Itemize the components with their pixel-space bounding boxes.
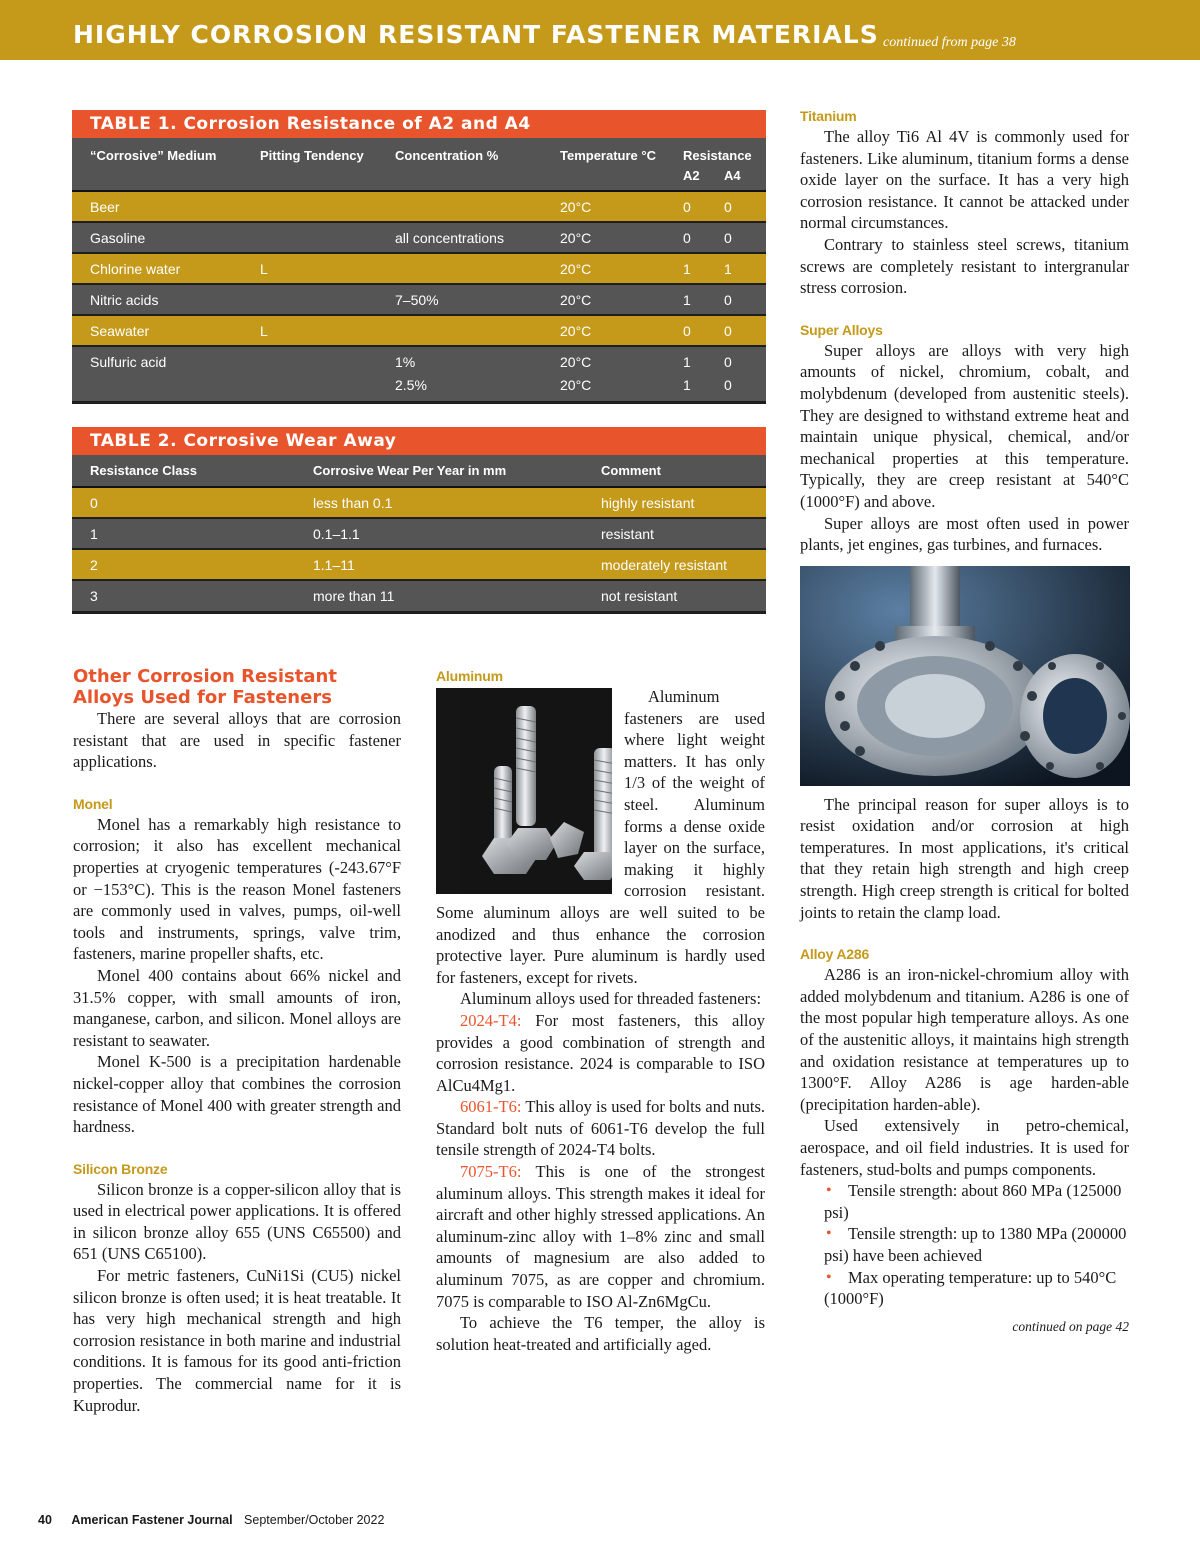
alloy-6061-text: This alloy is used for bolts and nuts. Standard bolt nuts of 6061-T6 develop the full tensile strength of 2024-T4 bolts. [436,1097,766,1160]
section-heading-monel: Monel [73,795,113,812]
cell-temperature: 20°C [560,230,592,246]
cell-wear: less than 0.1 [313,495,393,511]
table2-header-row [72,455,766,488]
alloy-2024-paragraph [436,1010,765,1096]
titanium-paragraph-1: The alloy Ti6 Al 4V is commonly used for fasteners. Like aluminum, titanium forms a dense oxide layer on the surface. It has a very high corrosion resistance. It cannot be attacked under normal circumstances. [800,127,1129,233]
industrial-valve-image [800,566,1130,786]
column-titanium-superalloys [800,106,1129,1337]
bullet-icon: • [826,1225,832,1243]
cell-wear: 1.1–11 [313,557,355,573]
table-row [72,488,766,519]
page-title: HIGHLY CORROSION RESISTANT FASTENER MATERIALS [73,20,879,49]
cell-comment: moderately resistant [601,557,728,573]
cell-a2: 0 [683,323,691,339]
silicon-bronze-paragraph-1: Silicon bronze is a copper-silicon alloy that is used in electrical power applications. It is offered in silicon bronze alloy 655 (UNS C65500) and 651 (UNS C65100). [73,1179,401,1264]
issue-date: September/October 2022 [244,1513,385,1527]
aluminum-paragraph-1-text: Aluminum fasteners are used where light weight matters. It has only 1/3 of the weight of steel. Aluminum forms a dense oxide layer on the surface, making it highly corrosion resistant. Some aluminum alloys are well suited to be anodized and thus enhance the corrosion protective layer. Pure aluminum is hardly used for fasteners, except for rivets. [436,687,765,987]
cell-medium: Beer [90,199,120,215]
hex-bolts-icon [460,688,612,894]
cell-a4: 0 [724,199,732,215]
cell-a4: 0 [724,292,732,308]
table1-header-medium: “Corrosive” Medium [90,148,217,163]
table1-header-row [72,138,766,192]
page-footer [38,1513,384,1527]
alloy-7075-paragraph [436,1161,765,1312]
cell-medium: Chlorine water [90,261,181,277]
cell-comment: highly resistant [601,495,695,511]
aluminum-paragraph-2: Aluminum alloys used for threaded fasteners: [460,989,762,1009]
table2-title: TABLE 2. Corrosive Wear Away [72,427,766,455]
table-corrosion-resistance [72,110,766,404]
bullet-text: Max operating temperature: up to 540°C (1000°F) [824,1267,1117,1309]
page-number: 40 [38,1513,52,1527]
heading-line-1: Other Corrosion Resistant [73,666,337,687]
intro-paragraph: There are several alloys that are corrosion resistant that are used in specific fastener applications. [73,709,401,772]
flange-valve-icon [800,566,1130,786]
table-corrosive-wear [72,427,766,614]
cell-temperature: 20°C [560,323,592,339]
section-heading-titanium: Titanium [800,108,857,124]
list-item [800,1180,1129,1223]
table1-title: TABLE 1. Corrosion Resistance of A2 and A4 [72,110,766,138]
cell-comment: resistant [601,526,654,542]
cell-a2: 1 [683,377,691,393]
cell-concentration: all concentrations [395,230,504,246]
a286-paragraph-2: Used extensively in petro-chemical, aerospace, and oil field industries. It is used for fasteners, stud-bolts and pumps components. [800,1116,1129,1179]
table-row [72,347,766,404]
super-alloys-paragraph-2: Super alloys are most often used in power plants, jet engines, gas turbines, and furnaces. [800,513,1129,555]
monel-paragraph-1: Monel has a remarkably high resistance to corrosion; it also has excellent mechanical properties at cryogenic temperatures (-243.67°F or −153°C). This is the reason Monel fasteners are commonly used in valves, pumps, oil-well tools and instruments, springs, valve trim, fasteners, marine propeller shafts, etc. [73,814,401,964]
table1-header-concentration: Concentration % [395,148,499,163]
table1-header-temperature: Temperature °C [560,148,656,163]
super-alloys-paragraph-3: The principal reason for super alloys is to resist oxidation and/or corrosion at high temperatures. In most applications, it's critical that they retain high strength and high creep strength. High creep strength is critical for bolted joints to retain the clamp load. [800,794,1129,922]
monel-paragraph-2: Monel 400 contains about 66% nickel and 31.5% copper, with small amounts of iron, manganese, carbon, and silicon. Monel alloys are resistant to seawater. [73,965,401,1050]
section-heading-super-alloys: Super Alloys [800,321,883,338]
header-banner [0,0,1200,60]
silicon-bronze-paragraph-2: For metric fasteners, CuNi1Si (CU5) nickel silicon bronze is often used; it is heat treatable. It has very high mechanical strength and high corrosion resistance in both marine and industrial conditions. It is famous for its good anti-friction properties. The commercial name for it is Kuprodur. [73,1266,401,1415]
cell-concentration: 7–50% [395,292,439,308]
alloy-6061-label: 6061-T6: [460,1097,522,1117]
alloy-2024-label: 2024-T4: [460,1010,522,1030]
table-row [72,223,766,254]
cell-class: 3 [90,588,98,604]
continued-on-note: continued on page 42 [1012,1318,1129,1334]
cell-a2: 1 [683,354,691,370]
table1-header-resistance: Resistance [683,148,752,163]
section-heading-silicon-bronze: Silicon Bronze [73,1160,168,1177]
cell-wear: more than 11 [313,588,395,604]
table1-header-a4: A4 [724,168,741,183]
cell-a2: 0 [683,230,691,246]
list-item [800,1267,1129,1310]
aluminum-bolts-image [436,688,612,894]
heading-line-2: Alloys Used for Fasteners [73,687,332,708]
cell-medium: Sulfuric acid [90,354,167,370]
cell-temperature: 20°C [560,292,592,308]
alloy-7075-label: 7075-T6: [460,1162,522,1182]
column-aluminum [436,666,765,1355]
list-item [800,1223,1129,1266]
cell-medium: Gasoline [90,230,146,246]
table2-header-comment: Comment [601,463,661,478]
cell-temperature: 20°C [560,377,592,393]
journal-name: American Fastener Journal [71,1513,233,1527]
continued-from-note: continued from page 38 [883,35,1016,50]
section-heading-other-alloys [73,666,401,708]
table-row [72,316,766,347]
table1-header-pitting: Pitting Tendency [260,148,364,163]
table2-header-wear: Corrosive Wear Per Year in mm [313,463,507,478]
cell-class: 2 [90,557,98,573]
alloy-6061-paragraph [436,1096,765,1161]
table-row [72,581,766,614]
cell-concentration: 2.5% [395,377,427,393]
table2-header-class: Resistance Class [90,463,197,478]
cell-temperature: 20°C [560,261,592,277]
cell-a4: 1 [724,261,732,277]
table-row [72,285,766,316]
a286-paragraph-1: A286 is an iron-nickel-chromium alloy with added molybdenum and titanium. A286 is one of the most popular high temperature alloys. As one of the austenitic alloys, it maintains high strength and oxidation resistance at temperatures up to 1300°F. Alloy A286 is age harden-able (precipitation harden-able). [800,965,1129,1114]
table1-header-a2: A2 [683,168,700,183]
cell-temperature: 20°C [560,354,592,370]
aluminum-paragraph-3: To achieve the T6 temper, the alloy is solution heat-treated and artificially aged. [436,1313,765,1354]
alloy-7075-text: This is one of the strongest aluminum alloys. This strength makes it ideal for aircraft and other highly stressed applications. An aluminum-zinc alloy with 1–8% zinc and small amounts of magnesium are also added to aluminum 7075, as are copper and chromium. 7075 is comparable to ISO Al-Zn6MgCu. [436,1162,765,1311]
cell-temperature: 20°C [560,199,592,215]
bullet-text: Tensile strength: about 860 MPa (125000 psi) [824,1181,1122,1222]
cell-a4: 0 [724,323,732,339]
section-heading-aluminum: Aluminum [436,668,503,684]
cell-pitting: L [260,261,268,277]
section-heading-alloy-a286: Alloy A286 [800,946,870,963]
cell-a4: 0 [724,377,732,393]
table-row [72,519,766,550]
cell-class: 1 [90,526,98,542]
cell-comment: not resistant [601,588,678,604]
cell-concentration: 1% [395,354,416,370]
table-row [72,550,766,581]
cell-a4: 0 [724,354,732,370]
cell-class: 0 [90,495,98,511]
table-row [72,254,766,285]
cell-medium: Seawater [90,323,150,339]
monel-paragraph-3: Monel K-500 is a precipitation hardenable nickel-copper alloy that combines the corrosion resistance of Monel 400 with greater strength and hardness. [73,1052,401,1137]
alloy-2024-text: For most fasteners, this alloy provides a good combination of strength and corrosion resistance. 2024 is comparable to ISO AlCu4Mg1. [436,1010,765,1095]
cell-medium: Nitric acids [90,292,159,308]
column-other-alloys [73,666,401,1416]
table-row [72,192,766,223]
super-alloys-paragraph-1: Super alloys are alloys with very high amounts of nickel, chromium, cobalt, and molybdenum (developed from austenitic steels). They are designed to withstand extreme heat and maintain unique physical, chemical, and/or mechanical properties at this temperature. Typically, they are creep resistant at 540°C (1000°F) and above. [800,340,1129,511]
aluminum-paragraph-1 [436,686,765,988]
titanium-paragraph-2: Contrary to stainless steel screws, titanium screws are completely resistant to intergranular stress corrosion. [800,234,1129,298]
bullet-text: Tensile strength: up to 1380 MPa (200000 psi) have been achieved [824,1224,1127,1265]
cell-pitting: L [260,323,268,339]
cell-a4: 0 [724,230,732,246]
cell-a2: 1 [683,292,691,308]
cell-a2: 0 [683,199,691,215]
cell-wear: 0.1–1.1 [313,526,360,542]
cell-a2: 1 [683,261,691,277]
bullet-icon: • [826,1182,832,1200]
bullet-icon: • [826,1268,832,1286]
